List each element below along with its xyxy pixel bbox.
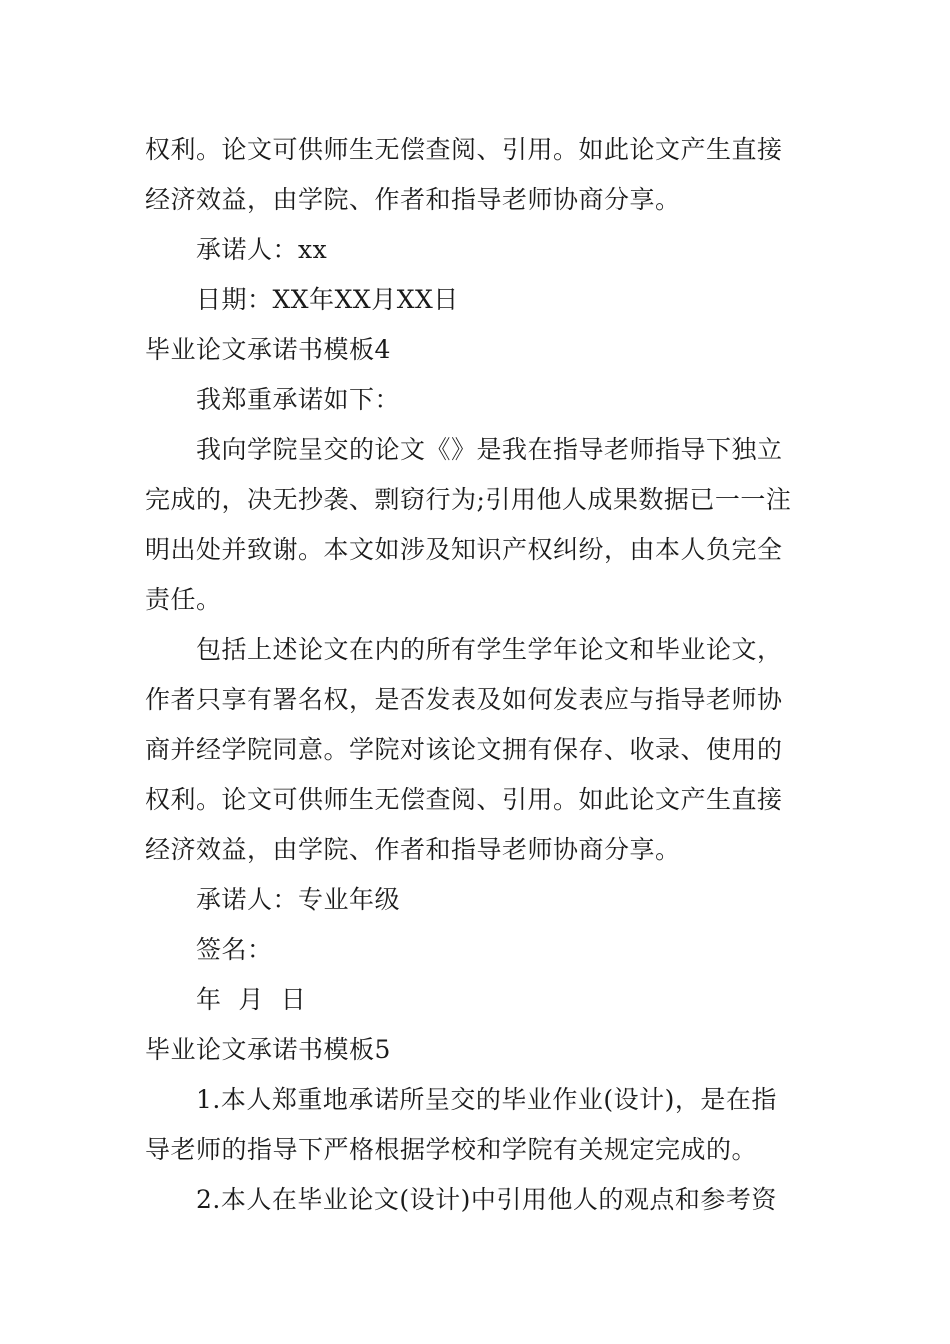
date-line: 年 月 日 (196, 985, 307, 1014)
paragraph-line: 权利。论文可供师生无偿查阅、引用。如此论文产生直接 (145, 135, 783, 164)
paragraph-line: 我向学院呈交的论文《》是我在指导老师指导下独立 (196, 435, 783, 464)
paragraph-line: 完成的，决无抄袭、剽窃行为;引用他人成果数据已一一注 (145, 485, 792, 514)
paragraph-line: 导老师的指导下严格根据学校和学院有关规定完成的。 (145, 1135, 758, 1164)
paragraph-line: 经济效益，由学院、作者和指导老师协商分享。 (145, 835, 681, 864)
paragraph-line: 作者只享有署名权，是否发表及如何发表应与指导老师协 (145, 685, 783, 714)
paragraph-line: 我郑重承诺如下： (196, 385, 401, 414)
paragraph-line: 权利。论文可供师生无偿查阅、引用。如此论文产生直接 (145, 785, 783, 814)
paragraph-line: 1.本人郑重地承诺所呈交的毕业作业(设计)，是在指 (196, 1085, 777, 1114)
signature-line: 签名： (196, 935, 273, 964)
paragraph-line: 明出处并致谢。本文如涉及知识产权纠纷，由本人负完全 (145, 535, 783, 564)
section-heading: 毕业论文承诺书模板5 (145, 1035, 391, 1064)
paragraph-line: 商并经学院同意。学院对该论文拥有保存、收录、使用的 (145, 735, 783, 764)
paragraph-line: 包括上述论文在内的所有学生学年论文和毕业论文， (196, 635, 783, 664)
signer-line: 承诺人：专业年级 (196, 885, 401, 914)
signer-line: 承诺人：xx (196, 235, 328, 264)
paragraph-line: 2.本人在毕业论文(设计)中引用他人的观点和参考资 (196, 1185, 777, 1214)
paragraph-line: 责任。 (145, 585, 222, 614)
paragraph-line: 经济效益，由学院、作者和指导老师协商分享。 (145, 185, 681, 214)
date-line: 日期：XX年XX月XX日 (196, 285, 459, 314)
section-heading: 毕业论文承诺书模板4 (145, 335, 391, 364)
